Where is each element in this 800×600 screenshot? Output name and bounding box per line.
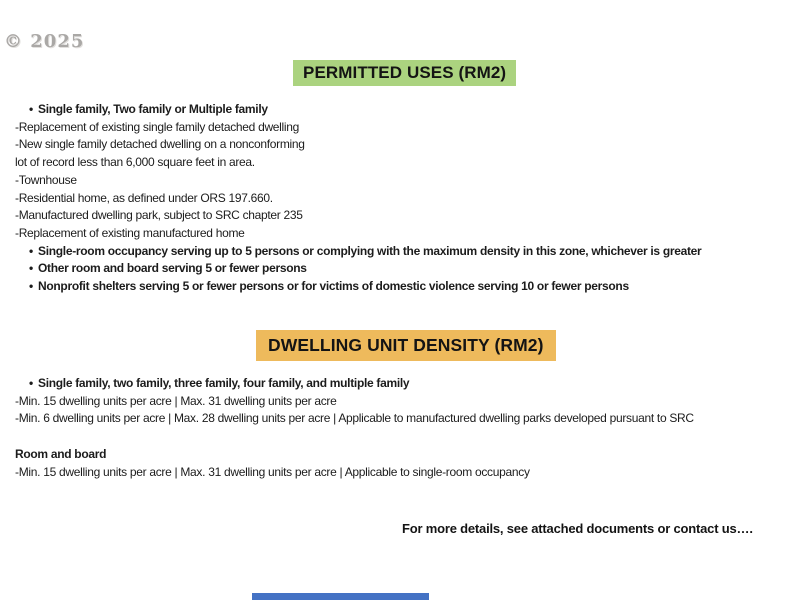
list-item: • Single-room occupancy serving up to 5 persons or complying with the maximum density in this zone, whichever is greater [15, 243, 790, 261]
list-item: lot of record less than 6,000 square feet in area. [15, 155, 255, 170]
list-item: • Single family, Two family or Multiple family [15, 101, 790, 119]
list-item: -Replacement of existing single family detached dwelling [15, 119, 300, 134]
list-item: • Single family, two family, three family, four family, and multiple family [15, 375, 790, 393]
section-title-dwelling-unit-density: DWELLING UNIT DENSITY (RM2) [256, 330, 556, 361]
subsection-heading: Room and board [15, 447, 107, 461]
partial-next-section-bar [252, 593, 429, 600]
list-item: -Min. 6 dwelling units per acre | Max. 28 dwelling units per acre | Applicable to manufactured dwelling parks developed pursuant to SRC [15, 411, 694, 426]
list-item: -Townhouse [15, 172, 77, 187]
density-list [15, 375, 790, 428]
list-item: -Replacement of existing manufactured home [15, 225, 245, 240]
room-and-board-subsection [15, 446, 790, 481]
list-item: -Residential home, as defined under ORS 197.660. [15, 190, 273, 205]
footer-note: For more details, see attached documents or contact us…. [402, 521, 753, 536]
list-item: -Min. 15 dwelling units per acre | Max. 31 dwelling units per acre [15, 393, 337, 408]
list-item: -Manufactured dwelling park, subject to SRC chapter 235 [15, 208, 303, 223]
list-item: -New single family detached dwelling on a nonconforming [15, 137, 305, 152]
section-title-permitted-uses: PERMITTED USES (RM2) [293, 60, 516, 86]
list-item: -Min. 15 dwelling units per acre | Max. 31 dwelling units per acre | Applicable to single-room occupancy [15, 464, 530, 479]
copyright-watermark: © 2025 [4, 31, 85, 52]
list-item: • Nonprofit shelters serving 5 or fewer persons or for victims of domestic violence serving 10 or fewer persons [15, 278, 790, 296]
list-item: • Other room and board serving 5 or fewer persons [15, 260, 790, 278]
permitted-uses-list [15, 101, 790, 296]
